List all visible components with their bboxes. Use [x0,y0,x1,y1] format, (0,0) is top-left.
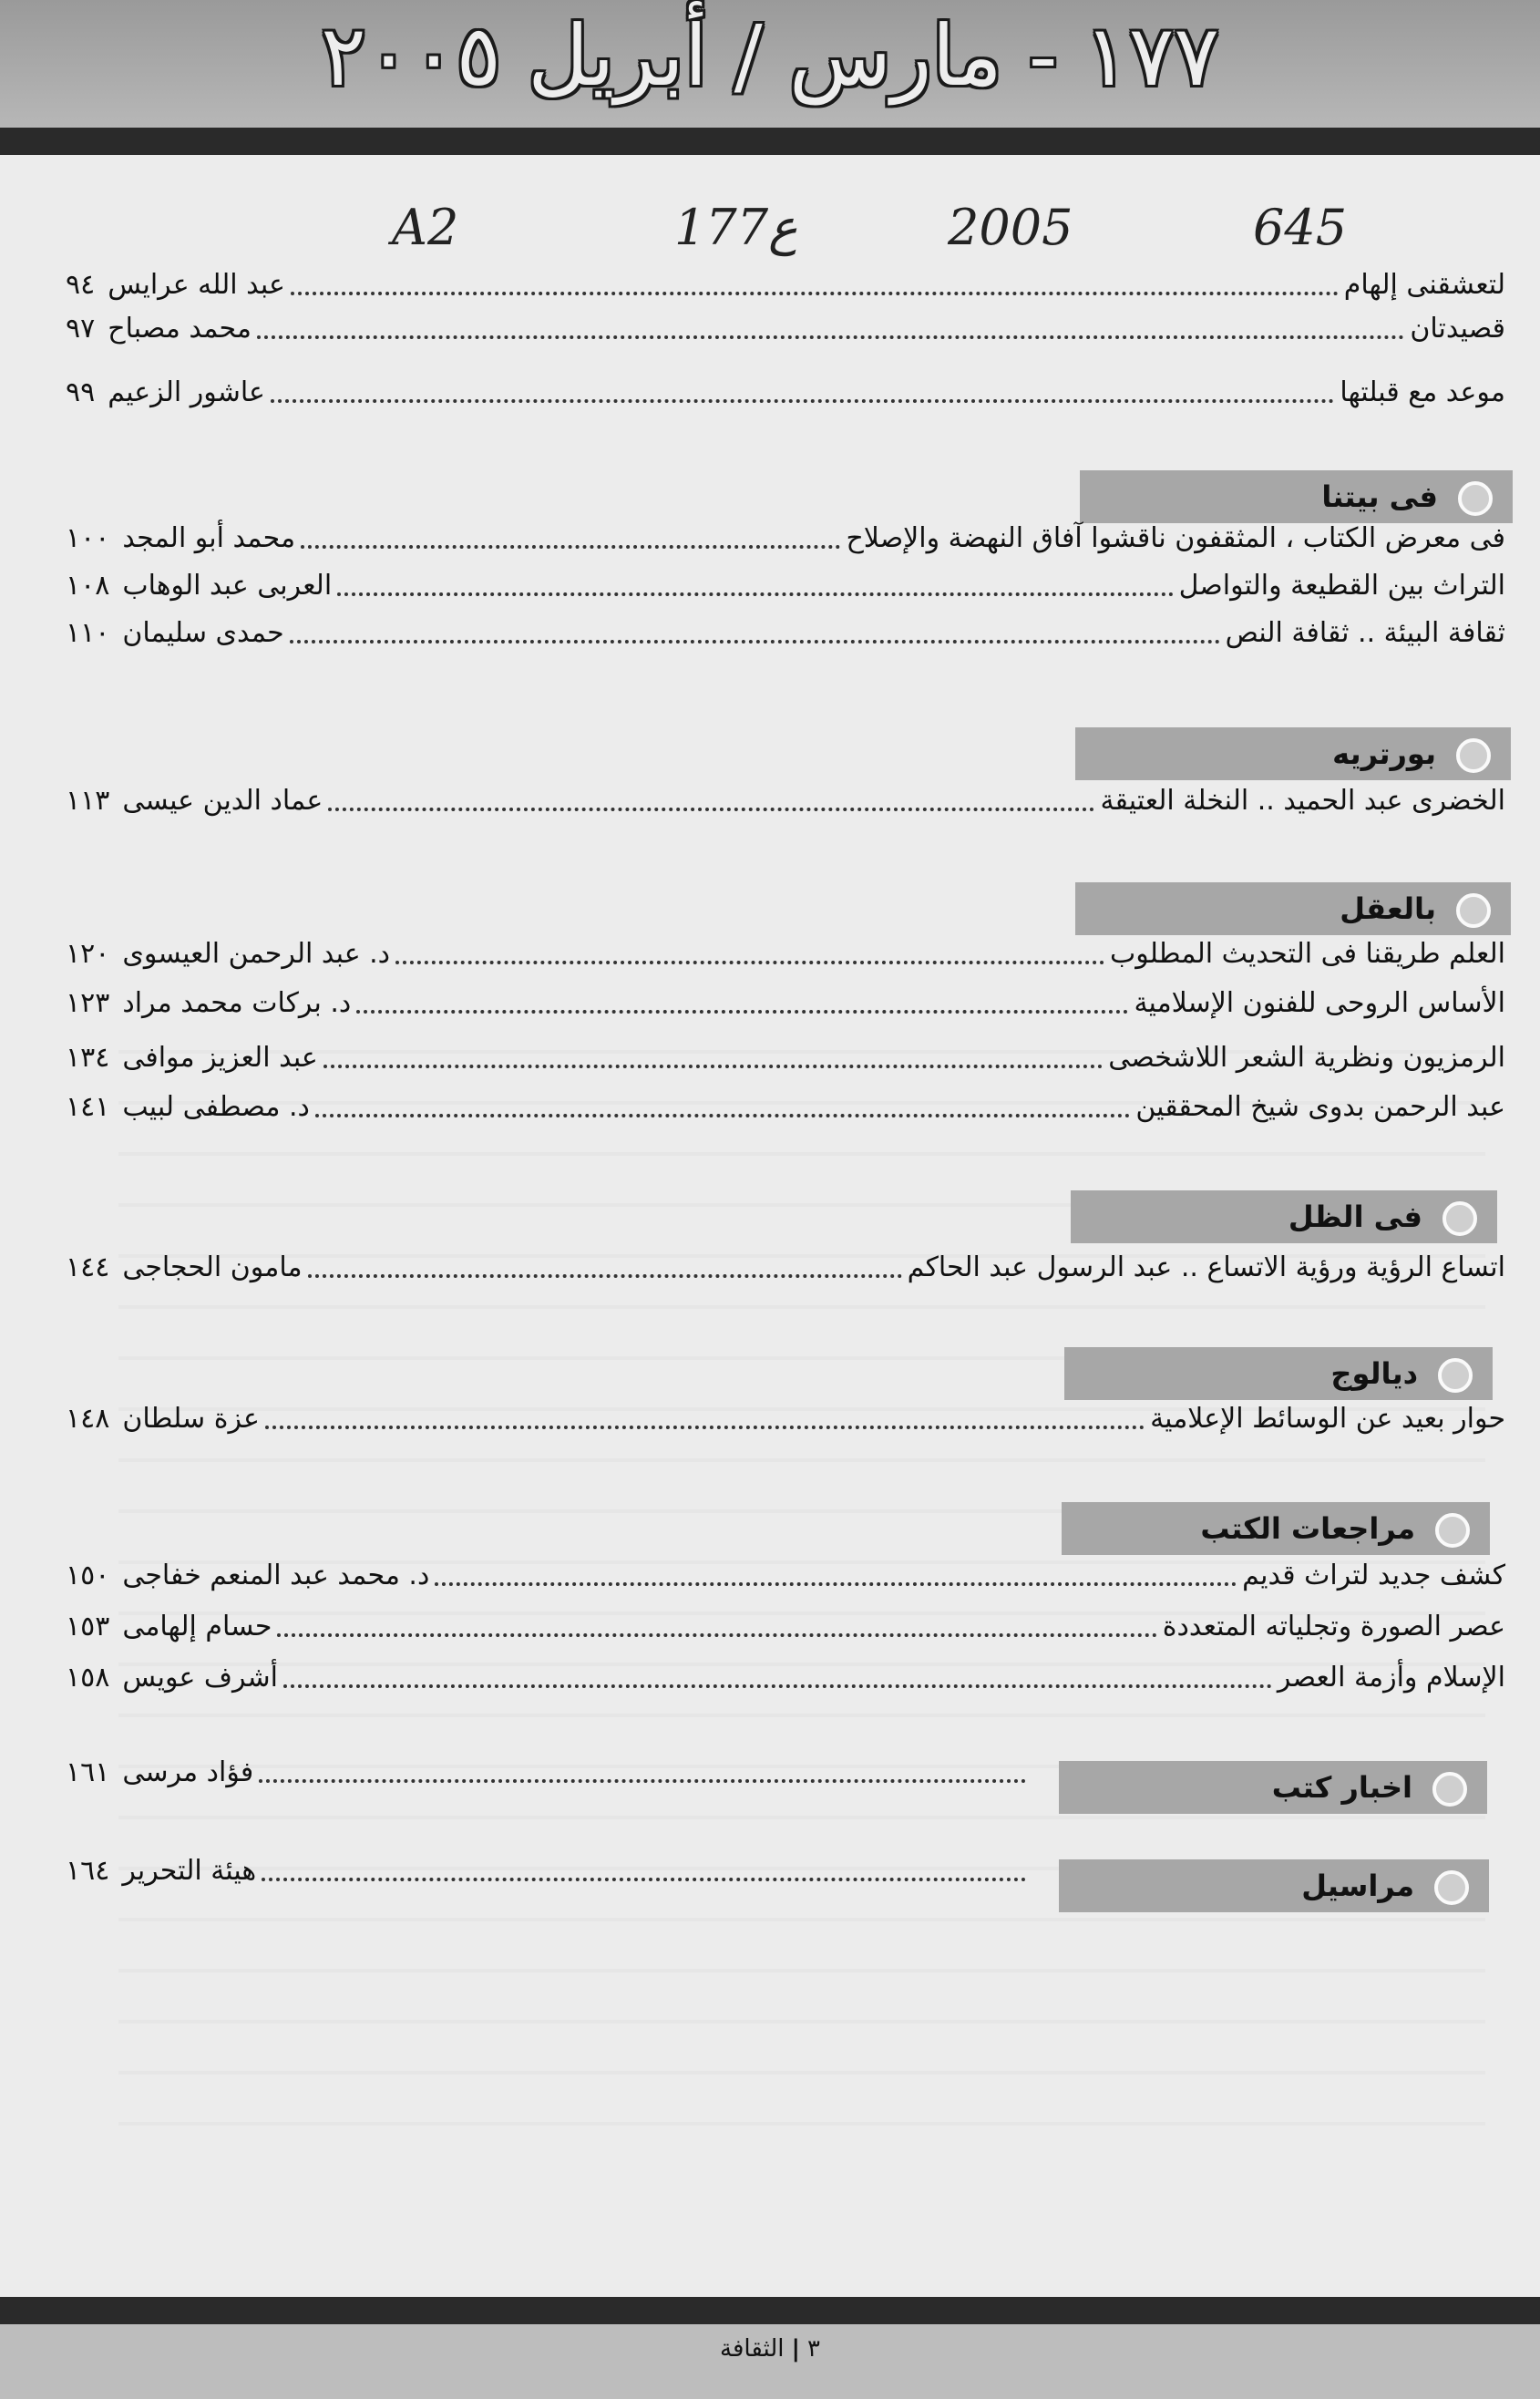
dot-leader [315,1114,1130,1117]
handwritten-note: 177ع [674,199,798,256]
toc-entry[interactable] [66,1657,1505,1699]
dot-leader [259,1779,1026,1783]
toc-entry[interactable] [66,518,1505,560]
circle-bullet-icon [1434,1870,1469,1905]
dot-leader [308,1274,902,1278]
toc-entry[interactable] [66,1606,1505,1648]
toc-entry[interactable] [66,1398,1505,1440]
dot-leader [395,961,1104,964]
entry-title: الرمزيون ونظرية الشعر اللاشخصى [1108,1042,1505,1074]
section-header-dialogue[interactable] [1064,1347,1493,1400]
entry-page: ١٥٨ [66,1662,110,1694]
entry-page: ١٠٠ [66,522,110,554]
circle-bullet-icon [1456,893,1491,928]
issue-header [0,0,1540,128]
handwritten-note: A2 [392,199,459,256]
entry-page: ١١٣ [66,785,110,817]
entry-author: د. بركات محمد مراد [122,987,352,1019]
entry-title: اتساع الرؤية ورؤية الاتساع .. عبد الرسول عبد الحاكم [907,1251,1505,1283]
section-label: مراجعات الكتب [1200,1511,1415,1546]
entry-author: عبد العزيز موافى [122,1042,318,1074]
entry-title: الأساس الروحى للفنون الإسلامية [1134,987,1505,1019]
dot-leader [435,1582,1237,1586]
entry-title: العلم طريقنا فى التحديث المطلوب [1109,938,1505,970]
entry-page: ١٢٠ [66,938,110,970]
entry-author: محمد مصباح [108,313,252,345]
toc-entry[interactable] [66,1247,1505,1289]
entry-title: لتعشقنى إلهام [1343,269,1505,301]
toc-entry[interactable] [66,983,1505,1024]
dot-leader [265,1426,1145,1429]
entry-author: فؤاد مرسى [122,1756,254,1788]
section-header-fi-al-zill[interactable] [1071,1190,1497,1243]
toc-entry[interactable] [66,565,1505,607]
circle-bullet-icon [1432,1772,1467,1807]
entry-author: مامون الحجاجى [122,1251,303,1283]
entry-author: عزة سلطان [122,1403,260,1435]
entry-page: ٩٤ [66,269,96,301]
entry-title: عصر الصورة وتجلياته المتعددة [1162,1611,1505,1642]
entry-author: محمد أبو المجد [122,522,296,554]
dot-leader [262,1878,1026,1881]
entry-author: د. مصطفى لبيب [122,1091,310,1123]
circle-bullet-icon [1442,1201,1477,1236]
page-footer [0,2324,1540,2399]
toc-entry[interactable] [66,1752,1032,1794]
entry-title: فى معرض الكتاب ، المثقفون ناقشوا آفاق النهضة والإصلاح [846,522,1505,554]
entry-page: ١٤٨ [66,1403,110,1435]
entry-title: عبد الرحمن بدوى شيخ المحققين [1135,1091,1505,1123]
dot-leader [356,1010,1128,1014]
entry-page: ١٢٣ [66,987,110,1019]
entry-author: حسام إلهامى [122,1611,272,1642]
entry-page: ١٣٤ [66,1042,110,1074]
entry-page: ١٤٤ [66,1251,110,1283]
entry-page: ٩٩ [66,376,96,408]
magazine-name: الثقافة [720,2335,785,2363]
entry-author: العربى عبد الوهاب [122,570,333,602]
footer-separator: | [791,2335,800,2363]
section-label: فى بيتنا [1321,479,1438,514]
circle-bullet-icon [1438,1358,1473,1393]
entry-author: عاشور الزعيم [108,376,265,408]
section-header-portrait[interactable] [1075,727,1511,780]
entry-author: د. عبد الرحمن العيسوى [122,938,391,970]
circle-bullet-icon [1456,738,1491,773]
dot-leader [271,399,1334,403]
entry-title: حوار بعيد عن الوسائط الإعلامية [1150,1403,1505,1435]
circle-bullet-icon [1435,1513,1470,1548]
toc-entry[interactable] [66,780,1505,822]
toc-entry[interactable] [66,613,1505,654]
entry-page: ١٤١ [66,1091,110,1123]
toc-entry[interactable] [66,308,1505,350]
section-label: اخبار كتب [1271,1770,1412,1805]
dot-leader [257,335,1404,339]
handwritten-note: 2005 [948,199,1073,256]
entry-page: ٩٧ [66,313,96,345]
dot-leader [277,1633,1156,1637]
entry-title: الخضرى عبد الحميد .. النخلة العتيقة [1100,785,1505,817]
section-label: بالعقل [1340,891,1436,926]
dot-leader [301,545,840,549]
entry-page: ١٦١ [66,1756,110,1788]
toc-entry[interactable] [66,1086,1505,1128]
entry-page: ١٥٠ [66,1560,110,1591]
toc-entry[interactable] [66,1850,1032,1892]
toc-entry[interactable] [66,1037,1505,1079]
entry-title: التراث بين القطيعة والتواصل [1178,570,1505,602]
entry-page: ١٠٨ [66,570,110,602]
dot-leader [323,1065,1103,1068]
dot-leader [328,808,1094,811]
entry-author: حمدى سليمان [122,617,284,649]
dot-leader [283,1684,1272,1688]
toc-entry[interactable] [66,933,1505,975]
entry-page: ١٥٣ [66,1611,110,1642]
section-label: فى الظل [1288,1200,1422,1234]
entry-title: موعد مع قبلتها [1340,376,1505,408]
section-label: مراسيل [1301,1869,1414,1903]
section-header-fi-baytina[interactable] [1080,470,1513,523]
toc-entry[interactable] [66,264,1505,306]
dot-leader [291,292,1339,295]
toc-entry[interactable] [66,372,1505,414]
section-header-book-news[interactable] [1059,1761,1487,1814]
entry-page: ١٦٤ [66,1855,110,1887]
header-rule [0,128,1540,155]
section-label: ديالوج [1330,1356,1418,1391]
footer-rule [0,2297,1540,2324]
entry-author: هيئة التحرير [122,1855,257,1887]
issue-title: ١٧٧ - مارس / أبريل ٢٠٠٥ [321,7,1219,105]
entry-author: عبد الله عرايس [108,269,285,301]
section-label: بورتريه [1332,736,1436,771]
handwritten-note: 645 [1253,199,1348,256]
entry-title: قصيدتان [1410,313,1505,345]
entry-author: أشرف عويس [122,1662,278,1694]
entry-author: عماد الدين عيسى [122,785,323,817]
entry-author: د. محمد عبد المنعم خفاجى [122,1560,430,1591]
section-header-bil-aql[interactable] [1075,882,1511,935]
footer-caption [0,2335,1540,2363]
entry-title: الإسلام وأزمة العصر [1277,1662,1505,1694]
section-header-letters[interactable] [1059,1859,1489,1912]
page-number: ٣ [806,2335,820,2363]
entry-title: كشف جديد لتراث قديم [1242,1560,1505,1591]
entry-page: ١١٠ [66,617,110,649]
dot-leader [337,592,1173,596]
toc-entry[interactable] [66,1555,1505,1597]
entry-title: ثقافة البيئة .. ثقافة النص [1225,617,1505,649]
circle-bullet-icon [1458,481,1493,516]
dot-leader [290,640,1220,644]
section-header-book-reviews[interactable] [1062,1502,1490,1555]
